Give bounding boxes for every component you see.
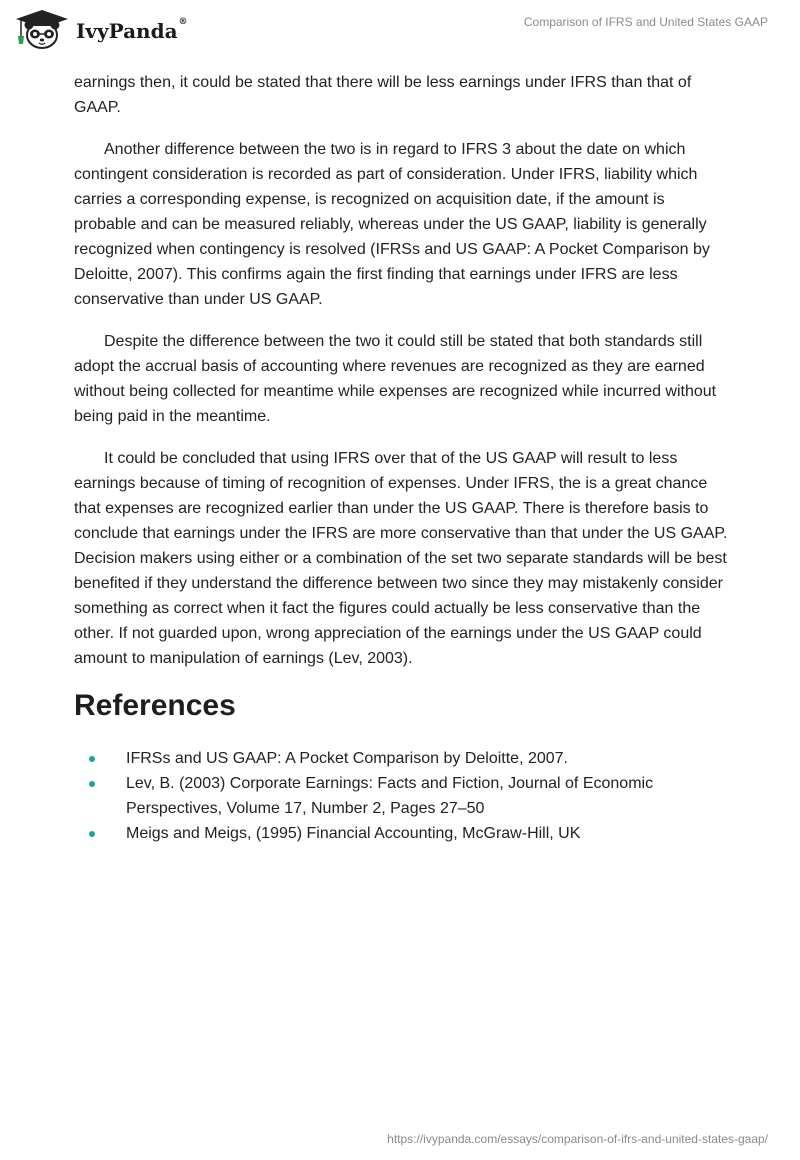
bullet-icon — [89, 756, 95, 762]
references-list — [74, 746, 730, 846]
panda-graduate-icon — [14, 8, 70, 50]
bullet-icon — [89, 831, 95, 837]
bullet-icon — [89, 781, 95, 787]
body-paragraph: It could be concluded that using IFRS over that of the US GAAP will result to less earnings because of timing of recognition of expenses. Under IFRS, the is a great chance that expenses are recognized earlier than under the US GAAP. There is therefore basis to conclude that earnings under the IFRS are more conservative than that under the US GAAP. Decision makers using either or a combination of the set two separate standards will be best benefited if they understand the difference between two since they may mistakenly consider something as correct when it fact the figures could actually be less conservative than the other. If not guarded upon, wrong appreciation of the earnings under the US GAAP could amount to manipulation of earnings (Lev, 2003). — [74, 450, 728, 667]
body-paragraph: Despite the difference between the two it could still be stated that both standards still adopt the accrual basis of accounting where revenues are recognized as they are earned without being collected for meantime while expenses are recognized while incurred without being paid in the meantime. — [74, 333, 717, 425]
reference-item — [74, 746, 730, 771]
references-heading: References — [74, 689, 236, 722]
reference-item — [74, 821, 730, 846]
reference-text: Meigs and Meigs, (1995) Financial Accounting, McGraw-Hill, UK — [126, 825, 581, 842]
document-title: Comparison of IFRS and United States GAAP — [523, 15, 768, 29]
reference-text: Lev, B. (2003) Corporate Earnings: Facts and Fiction, Journal of Economic Perspectives, Volume 17, Number 2, Pages 27–50 — [126, 775, 654, 817]
page-header — [0, 0, 800, 70]
brand-name: IvyPanda® — [76, 17, 188, 43]
source-url-link[interactable]: https://ivypanda.com/essays/comparison-of-ifrs-and-united-states-gaap/ — [387, 1132, 768, 1146]
ivypanda-logo[interactable] — [14, 8, 188, 50]
reference-text: IFRSs and US GAAP: A Pocket Comparison by Deloitte, 2007. — [126, 750, 568, 767]
reference-item — [74, 771, 730, 821]
body-paragraph: Another difference between the two is in regard to IFRS 3 about the date on which contingent consideration is recorded as part of consideration. Under IFRS, liability which carries a corresponding expense, is recognized on acquisition date, if the amount is probable and can be measured reliably, whereas under the US GAAP, liability is generally recognized when contingency is resolved (IFRSs and US GAAP: A Pocket Comparison by Deloitte, 2007). This confirms again the first finding that earnings under IFRS are less conservative than under US GAAP. — [74, 141, 710, 308]
essay-content — [74, 70, 730, 846]
body-paragraph: earnings then, it could be stated that there will be less earnings under IFRS than that of GAAP. — [74, 74, 692, 116]
